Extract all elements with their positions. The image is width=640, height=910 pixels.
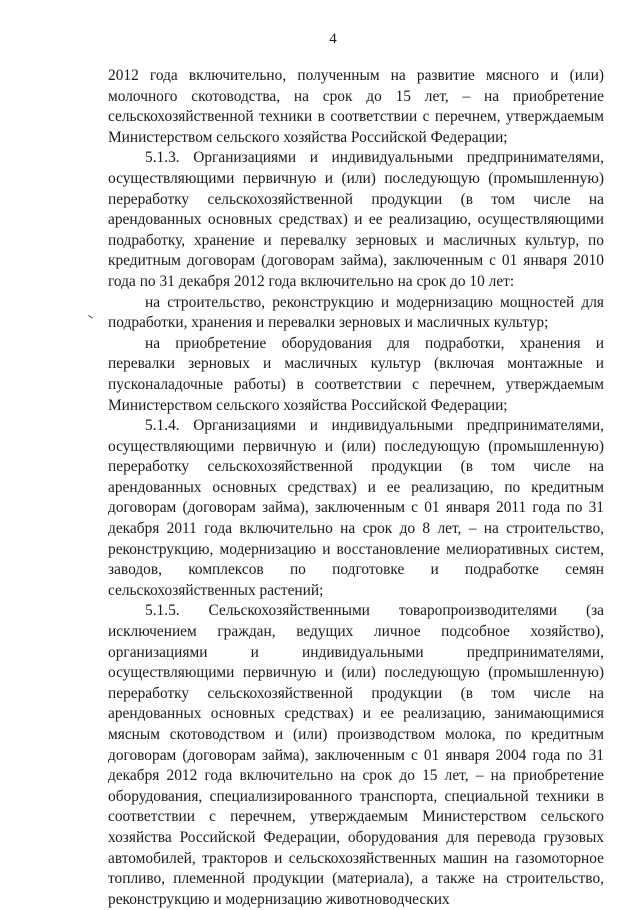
paragraph-5-1-3-equipment: на приобретение оборудования для подработки, хранения и перевалки зерновых и масличных культур (включая монтажные и пусконаладочные работы) в соответствии с перечнем, утверждаемым Министерством сельского хозяйства Российской Федерации; [108, 334, 604, 414]
paragraph-5-1-3-construction: на строительство, реконструкцию и модернизацию мощностей для подработки, хранения и перевалки зерновых и масличных культур; [108, 293, 604, 332]
margin-mark [86, 315, 92, 321]
paragraph-continuation: 2012 года включительно, полученным на развитие мясного и (или) молочного скотоводства, на срок до 15 лет, – на приобретение сельскохозяйственной техники в соответствии с перечнем, утверждаемым Министерством сельского хозяйства Российской Федерации; [108, 67, 604, 146]
paragraph-5-1-5: 5.1.5. Сельскохозяйственными товаропроизводителями (за исключением граждан, ведущих личное подсобное хозяйство), организациями и индивидуальными предпринимателями, осуществляющими первичную и (или) последующую (промышленную) переработку сельскохозяйственной продукции (в том числе на арендованных основных средствах) и ее реализацию, занимающимися мясным скотоводством и (или) производством молока, по кредитным договорам (договорам займа), заключенным с 01 января 2004 года по 31 декабря 2012 года включительно на срок до 15 лет, – на приобретение оборудования, специализированного транспорта, специальной техники в соответствии с перечнем, утверждаемым Министерством сельского хозяйства Российской Федерации, оборудования для перевода грузовых автомобилей, тракторов и сельскохозяйственных машин на газомоторное топливо, племенной продукции (материала), а также на строительство, реконструкцию и модернизацию животноводческих [108, 602, 604, 908]
page-number: 4 [329, 31, 337, 47]
paragraph-5-1-3: 5.1.3. Организациями и индивидуальными предпринимателями, осуществляющими первичную и (или) последующую (промышленную) переработку сельскохозяйственной продукции (в том числе на арендованных основных средствах) и ее реализацию, осуществляющими подработку, хранение и перевалку зерновых и масличных культур, по кредитным договорам (договорам займа), заключенным с 01 января 2010 года по 31 декабря 2012 года включительно на срок до 10 лет: [108, 149, 604, 290]
document-body [108, 66, 604, 910]
paragraph-5-1-4: 5.1.4. Организациями и индивидуальными предпринимателями, осуществляющими первичную и (или) последующую (промышленную) переработку сельскохозяйственной продукции (в том числе на арендованных основных средствах) и ее реализацию, по кредитным договорам (договорам займа), заключенным с 01 января 2011 года по 31 декабря 2011 года включительно на срок до 8 лет, – на строительство, реконструкцию, модернизацию и восстановление мелиоративных систем, заводов, комплексов по подготовке и подработке семян сельскохозяйственных растений; [108, 417, 604, 599]
